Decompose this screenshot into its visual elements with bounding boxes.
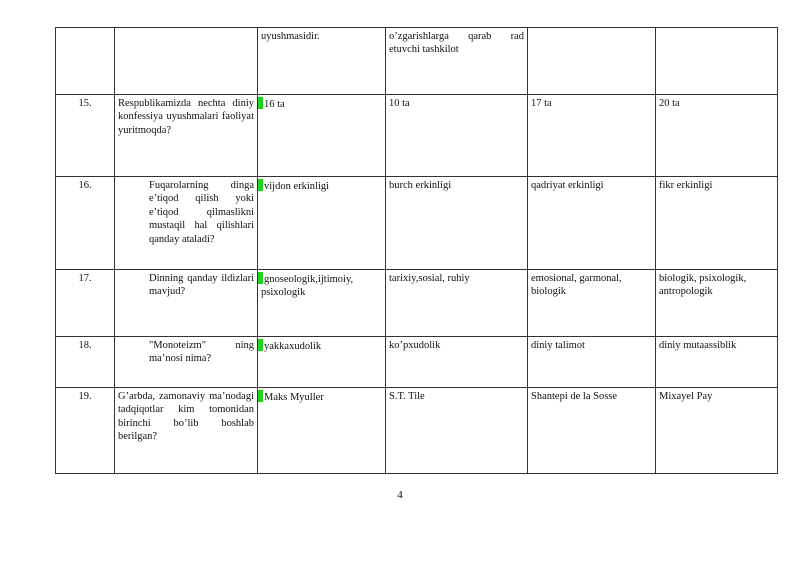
cell-correct-answer: vijdon erkinligi <box>258 177 386 270</box>
table-row <box>56 337 778 388</box>
correct-answer-marker <box>258 339 263 351</box>
cell-option-b: tarixiy,sosial, ruhiy <box>386 270 528 337</box>
question-text: Fuqarolarning dinga e’tiqod qilish yoki e’tiqod qilmaslikni mustaqil hal qilishlari qanday ataladi? <box>115 177 258 270</box>
table-row <box>56 388 778 474</box>
question-text: "Monoteizm" ning ma’nosi nima? <box>115 337 258 388</box>
table-row-continuation <box>56 28 778 95</box>
cell-option-d: Mixayel Pay <box>656 388 778 474</box>
cell-option-c: 17 ta <box>528 95 656 177</box>
table-row <box>56 177 778 270</box>
cell-correct-answer: yakkaxudolik <box>258 337 386 388</box>
cell-option-c <box>528 28 656 95</box>
cell-option-c: Shantepi de la Sosse <box>528 388 656 474</box>
correct-answer-marker <box>258 179 263 191</box>
cell-question <box>115 28 258 95</box>
question-text: G’arbda, zamonaviy ma’nodagi tadqiqotlar kim tomonidan birinchi bo’lib boshlab berilgan? <box>115 388 258 474</box>
cell-option-b: o’zgarishlarga qarab rad etuvchi tashkilot <box>386 28 528 95</box>
question-text: Respublikamizda nechta diniy konfessiya uyushmalari faoliyat yuritmoqda? <box>115 95 258 177</box>
cell-option-b: S.T. Tile <box>386 388 528 474</box>
cell-option-b: ko’pxudolik <box>386 337 528 388</box>
table-row <box>56 270 778 337</box>
cell-option-b: 10 ta <box>386 95 528 177</box>
question-number: 17. <box>56 270 115 337</box>
cell-option-c: diniy talimot <box>528 337 656 388</box>
correct-answer-marker <box>258 390 263 402</box>
question-number: 18. <box>56 337 115 388</box>
quiz-table <box>55 27 778 474</box>
cell-num <box>56 28 115 95</box>
question-text: Dinning qanday ildizlari mavjud? <box>115 270 258 337</box>
correct-answer-marker <box>258 97 263 109</box>
question-number: 16. <box>56 177 115 270</box>
cell-option-c: emosional, garmonal, biologik <box>528 270 656 337</box>
cell-option-c: qadriyat erkinligi <box>528 177 656 270</box>
cell-option-d <box>656 28 778 95</box>
cell-correct-answer: uyushmasidir. <box>258 28 386 95</box>
cell-option-d: diniy mutaassiblik <box>656 337 778 388</box>
page-number: 4 <box>397 489 403 501</box>
cell-correct-answer: 16 ta <box>258 95 386 177</box>
cell-correct-answer: Maks Myuller <box>258 388 386 474</box>
question-number: 19. <box>56 388 115 474</box>
correct-answer-marker <box>258 272 263 284</box>
table-row <box>56 95 778 177</box>
cell-option-b: burch erkinligi <box>386 177 528 270</box>
cell-option-d: fikr erkinligi <box>656 177 778 270</box>
cell-correct-answer: gnoseologik,ijtimoiy, psixologik <box>258 270 386 337</box>
cell-option-d: 20 ta <box>656 95 778 177</box>
cell-option-d: biologik, psixologik, antropologik <box>656 270 778 337</box>
question-number: 15. <box>56 95 115 177</box>
